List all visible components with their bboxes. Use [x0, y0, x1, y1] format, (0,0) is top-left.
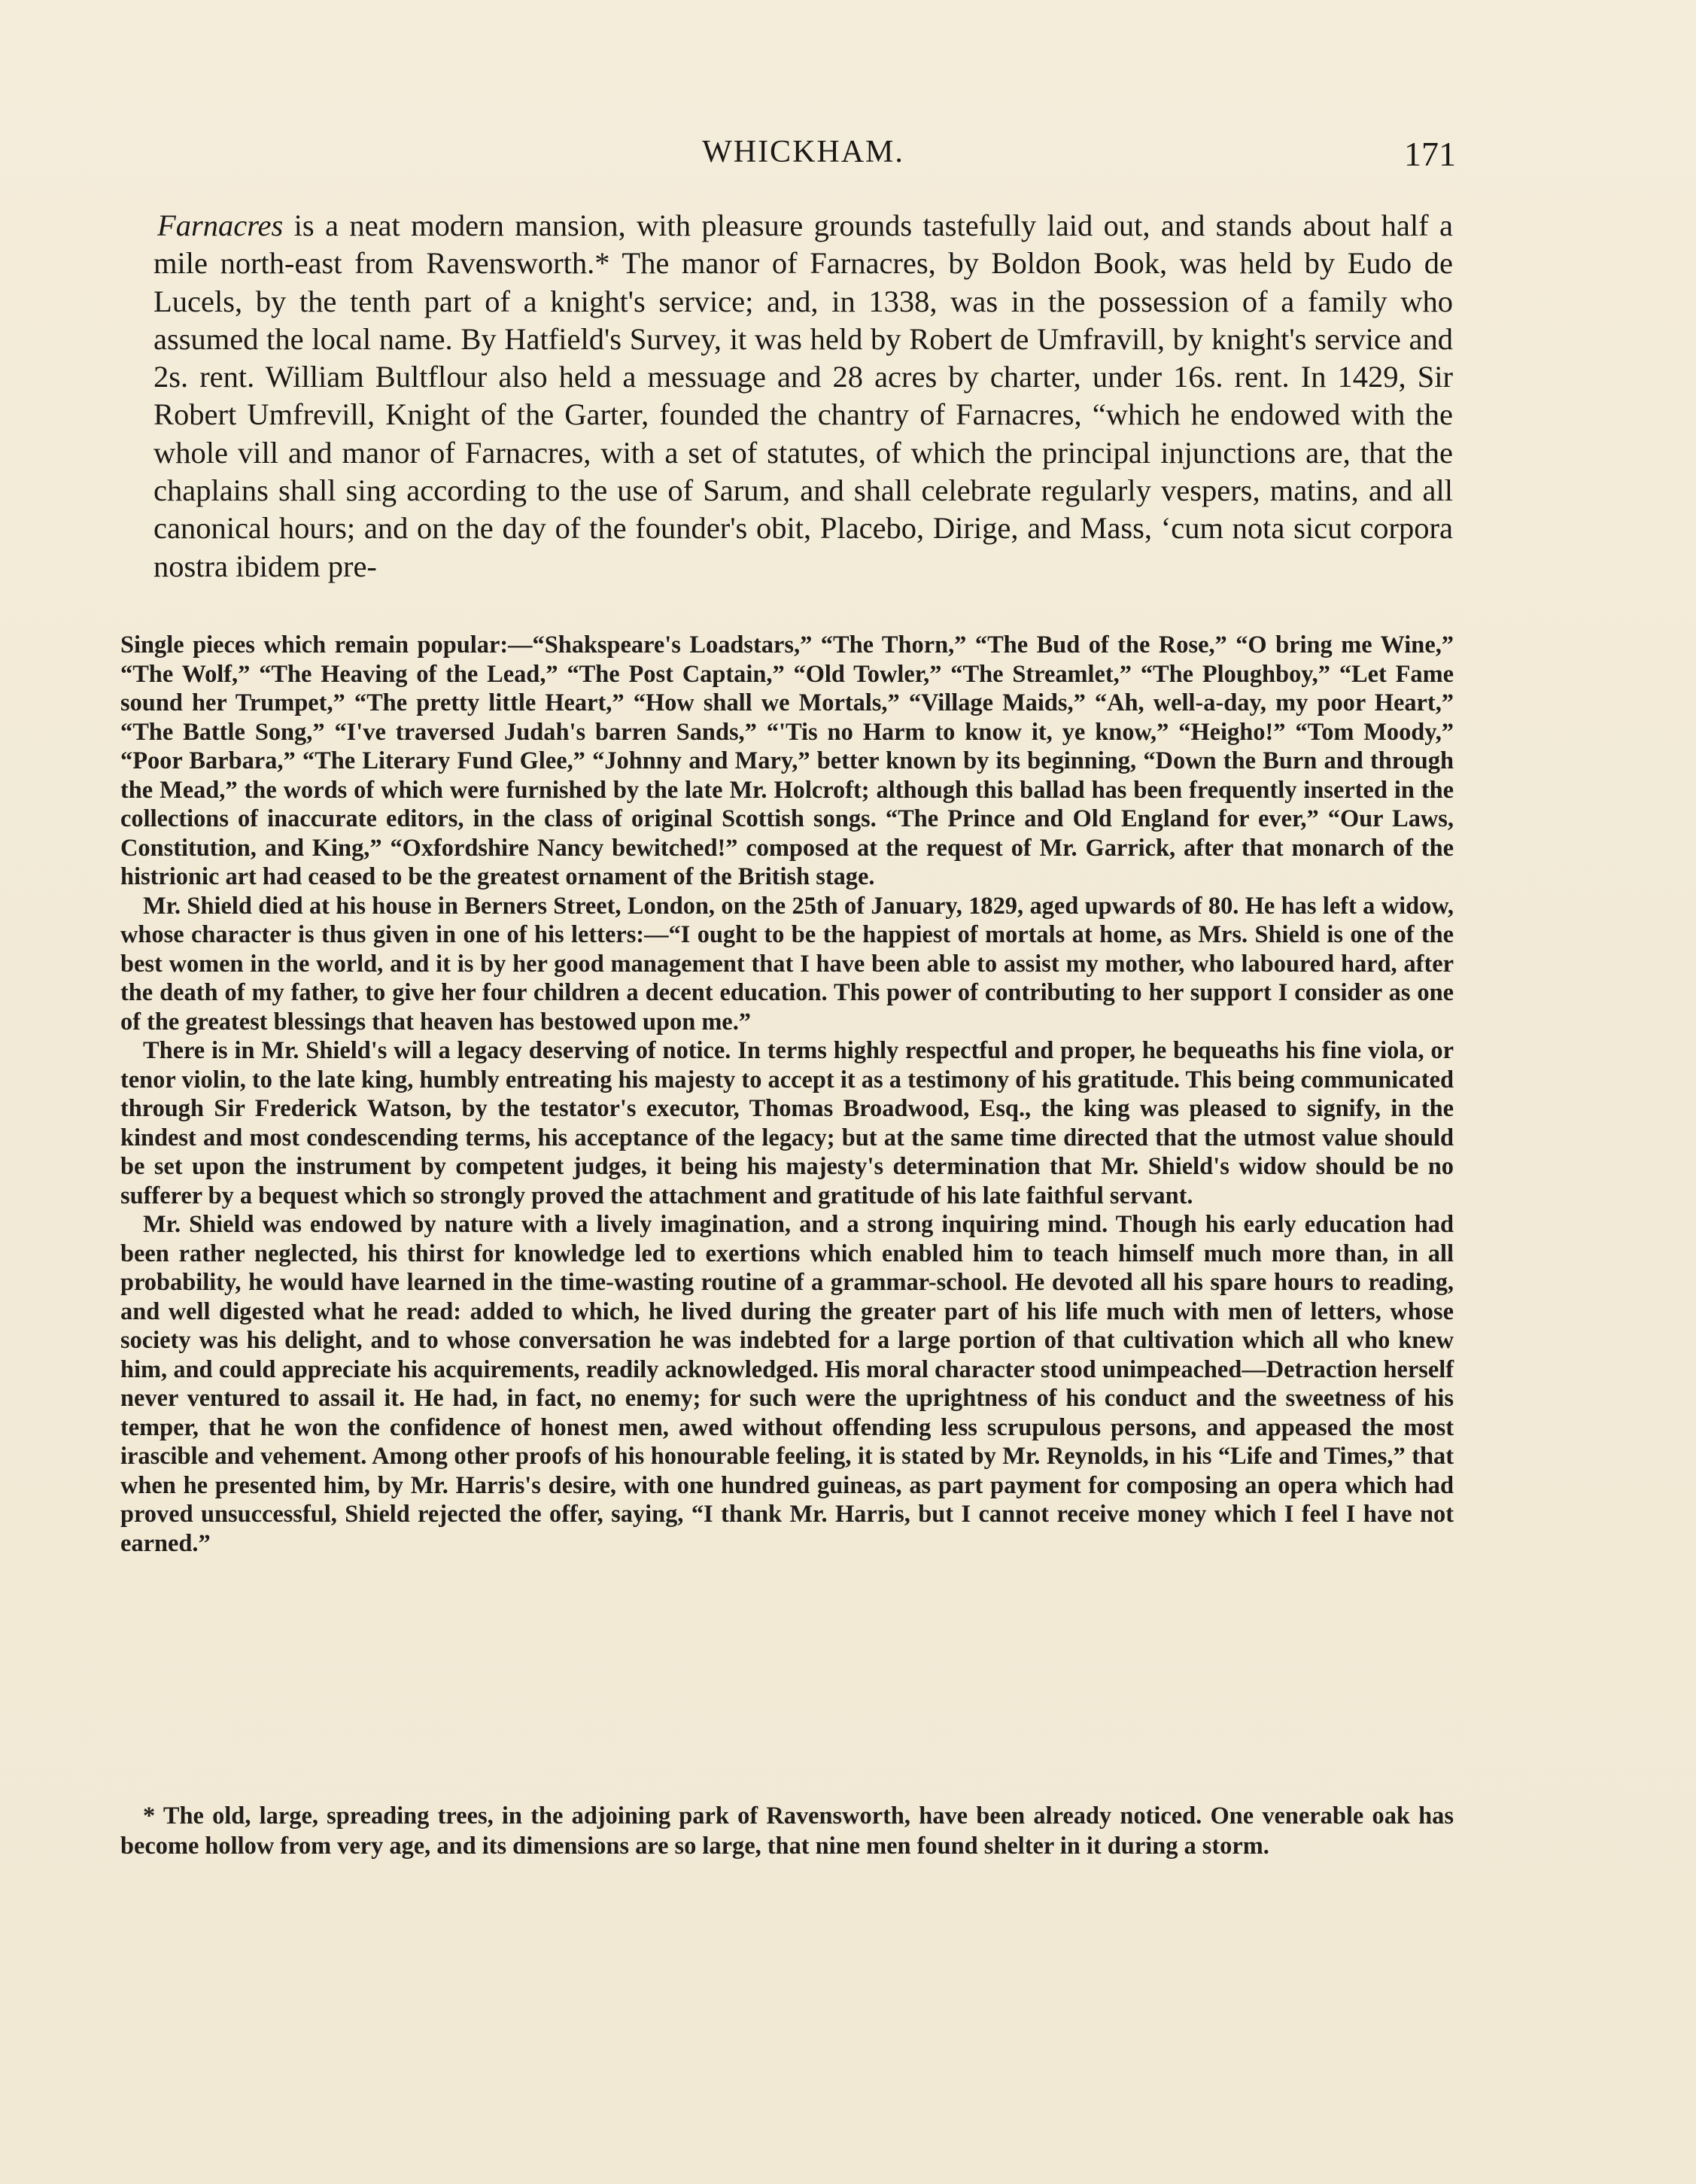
continued-notes	[120, 631, 1454, 1558]
lead-term: Farnacres	[157, 208, 284, 242]
note-paragraph-character: Mr. Shield was endowed by nature with a lively imagination, and a strong inquiring mind. Though his early education had been rather neglected, his thirst for knowledge led to exertions which enabled him to teach himself much more than, in all probability, he would have learned in the time-wasting routine of a grammar-school. He devoted all his spare hours to reading, and well digested what he read: added to which, he lived during the greater part of his life much with men of letters, whose society was his delight, and to whose conversation he was indebted for a large portion of that cultivation which all who knew him, and could appreciate his acquirements, readily acknowledged. His moral character stood unimpeached—Detraction herself never ventured to assail it. He had, in fact, no enemy; for such were the uprightness of his conduct and the sweetness of his temper, that he won the confidence of honest men, awed without offending less scrupulous persons, and appeased the most irascible and vehement. Among other proofs of his honourable feeling, it is stated by Mr. Reynolds, in his “Life and Times,” that when he presented him, by Mr. Harris's desire, with one hundred guineas, as part payment for composing an opera which had proved unsuccessful, Shield rejected the offer, saying, “I thank Mr. Harris, but I cannot receive money which I feel I have not earned.”	[120, 1211, 1454, 1557]
running-title: WHICKHAM.	[702, 135, 904, 169]
footnote: * The old, large, spreading trees, in the adjoining park of Ravensworth, have been already noticed. One venerable oak has become hollow from very age, and its dimensions are so large, that nine men found shelter in it during a storm.	[120, 1802, 1454, 1860]
page-number: 171	[1404, 135, 1456, 173]
main-paragraph	[153, 207, 1453, 586]
page-header	[150, 134, 1456, 179]
note-paragraph-death: Mr. Shield died at his house in Berners Street, London, on the 25th of January, 1829, aged upwards of 80. He has left a widow, whose character is thus given in one of his letters:—“I ought to be the happiest of mortals at home, as Mrs. Shield is one of the best women in the world, and it is by her good management that I have been able to assist my mother, who laboured hard, after the death of my father, to give her four children a decent education. This power of contributing to her support I consider as one of the greatest blessings that heaven has bestowed upon me.”	[120, 892, 1454, 1036]
main-body-text: is a neat modern mansion, with pleasure grounds tastefully laid out, and stands about half a mile north-east from Ravensworth.* The manor of Farnacres, by Boldon Book, was held by Eudo de Lucels, by the tenth part of a knight's service; and, in 1338, was in the possession of a family who assumed the local name. By Hatfield's Survey, it was held by Robert de Umfravill, by knight's service and 2s. rent. William Bultflour also held a messuage and 28 acres by charter, under 16s. rent. In 1429, Sir Robert Umfrevill, Knight of the Garter, founded the chantry of Farnacres, “which he endowed with the whole vill and manor of Farnacres, with a set of statutes, of which the principal injunctions are, that the chaplains shall sing according to the use of Sarum, and shall celebrate regularly vespers, matins, and all canonical hours; and on the day of the founder's obit, Placebo, Dirige, and Mass, ‘cum nota sicut corpora nostra ibidem pre-	[153, 208, 1453, 583]
note-paragraph-songs: Single pieces which remain popular:—“Shakspeare's Loadstars,” “The Thorn,” “The Bud of the Rose,” “O bring me Wine,” “The Wolf,” “The Heaving of the Lead,” “The Post Captain,” “Old Towler,” “The Streamlet,” “The Ploughboy,” “Let Fame sound her Trumpet,” “The pretty little Heart,” “How shall we Mortals,” “Village Maids,” “Ah, well-a-day, my poor Heart,” “The Battle Song,” “I've traversed Judah's barren Sands,” “'Tis no Harm to know it, ye know,” “Heigho!” “Tom Moody,” “Poor Barbara,” “The Literary Fund Glee,” “Johnny and Mary,” better known by its beginning, “Down the Burn and through the Mead,” the words of which were furnished by the late Mr. Holcroft; although this ballad has been frequently inserted in the collections of inaccurate editors, in the class of original Scottish songs. “The Prince and Old England for ever,” “Our Laws, Constitution, and King,” “Oxfordshire Nancy bewitched!” composed at the request of Mr. Garrick, after that monarch of the histrionic art had ceased to be the greatest ornament of the British stage.	[120, 631, 1454, 890]
note-paragraph-legacy: There is in Mr. Shield's will a legacy deserving of notice. In terms highly respectful and proper, he bequeaths his fine viola, or tenor violin, to the late king, humbly entreating his majesty to accept it as a testimony of his gratitude. This being communicated through Sir Frederick Watson, by the testator's executor, Thomas Broadwood, Esq., the king was pleased to signify, in the kindest and most condescending terms, his acceptance of the legacy; but at the same time directed that the utmost value should be set upon the instrument by competent judges, it being his majesty's determination that Mr. Shield's widow should be no sufferer by a bequest which so strongly proved the attachment and gratitude of his late faithful servant.	[120, 1037, 1454, 1209]
